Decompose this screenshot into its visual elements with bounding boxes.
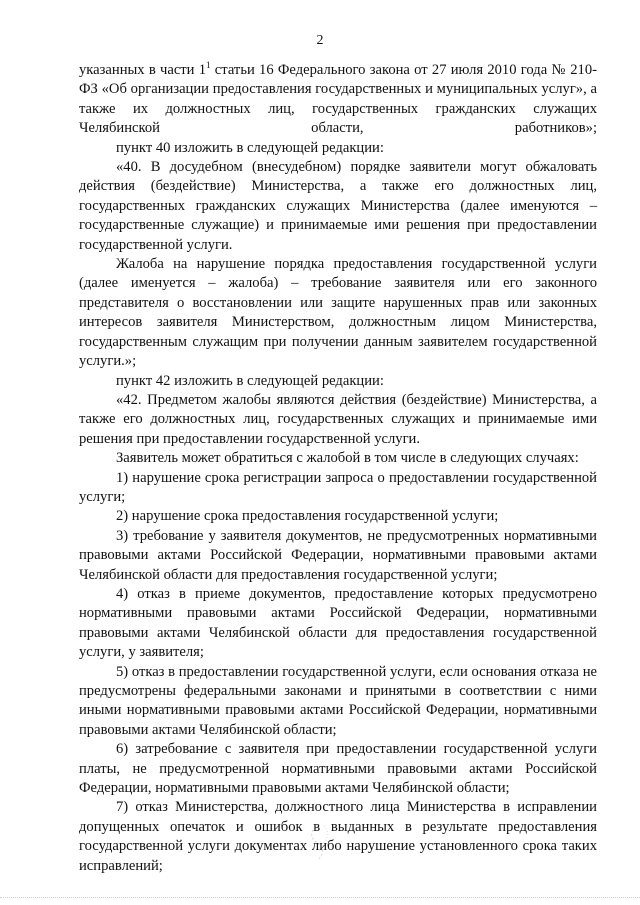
paragraph-continuation bbox=[79, 61, 597, 139]
paragraph-item-42: «42. Предметом жалобы являются действия (бездействие) Министерства, а также его должностных лиц, государственных служащих и принимаемые ими решения при предоставлении государственной услуги. bbox=[79, 391, 597, 447]
list-item-3: 3) требование у заявителя документов, не предусмотренных нормативными правовыми актами Российской Федерации, нормативными правовыми актами Челябинской области для предоставления государственной услуги; bbox=[79, 527, 597, 583]
paragraph-cases-intro: Заявитель может обратиться с жалобой в том числе в следующих случаях: bbox=[116, 450, 579, 467]
faint-stamp-mark-icon bbox=[306, 822, 332, 862]
paragraph-instruction: пункт 42 изложить в следующей редакции: bbox=[116, 372, 384, 389]
paragraph-instruction: пункт 40 изложить в следующей редакции: bbox=[116, 139, 384, 156]
document-body bbox=[79, 61, 597, 876]
paragraph-item-40: «40. В досудебном (внесудебном) порядке заявители могут обжаловать действия (бездействие) Министерства, а также его должностных лиц, государственных гражданских служащих Министерства (далее именуются – государственные служащие) и принимаемые ими решения при предоставлении государственной услуги. bbox=[79, 159, 597, 253]
superscript-marker: 1 bbox=[206, 60, 211, 70]
list-item-1: 1) нарушение срока регистрации запроса о предоставлении государственной услуги; bbox=[79, 469, 597, 505]
list-item-5: 5) отказ в предоставлении государственной услуги, если основания отказа не предусмотрены федеральными законами и принятыми в соответствии с ними иными нормативными правовыми актами Российской Федерации, нормативными правовыми актами Челябинской области; bbox=[79, 663, 597, 738]
list-item-6: 6) затребование с заявителя при предоставлении государственной услуги платы, не предусмотренной нормативными правовыми актами Российской Федерации, нормативными правовыми актами Челябинской области; bbox=[79, 741, 597, 797]
list-item-2: 2) нарушение срока предоставления государственной услуги; bbox=[116, 508, 499, 525]
paragraph-text: статьи 16 Федерального закона от 27 июля 2010 года № 210-ФЗ «Об организации предоставления государственных и муниципальных услуг», а также их должностных лиц, государственных гражданских служащих Челябинской области, работников»; bbox=[79, 62, 597, 137]
list-item-7: 7) отказ Министерства, должностного лица Министерства в исправлении допущенных опечаток и ошибок в выданных в результате предоставления государственной услуги документах либо нарушение установленного срока таких исправлений; bbox=[79, 799, 597, 874]
list-item-4: 4) отказ в приеме документов, предоставление которых предусмотрено нормативными правовыми актами Российской Федерации, нормативными правовыми актами Челябинской области для предоставления государственной услуги, у заявителя; bbox=[79, 585, 597, 661]
paragraph-complaint-definition: Жалоба на нарушение порядка предоставления государственной услуги (далее именуется – жалоба) – требование заявителя или его законного представителя о восстановлении или защите нарушенных прав или законных интересов заявителя Министерством, должностным лицом Министерства, государственным служащим при получении данным заявителем государственной услуги.»; bbox=[79, 256, 597, 370]
paragraph-text: указанных в части 1 bbox=[79, 62, 207, 78]
scan-edge-line bbox=[0, 897, 640, 899]
page-number: 2 bbox=[316, 33, 324, 48]
